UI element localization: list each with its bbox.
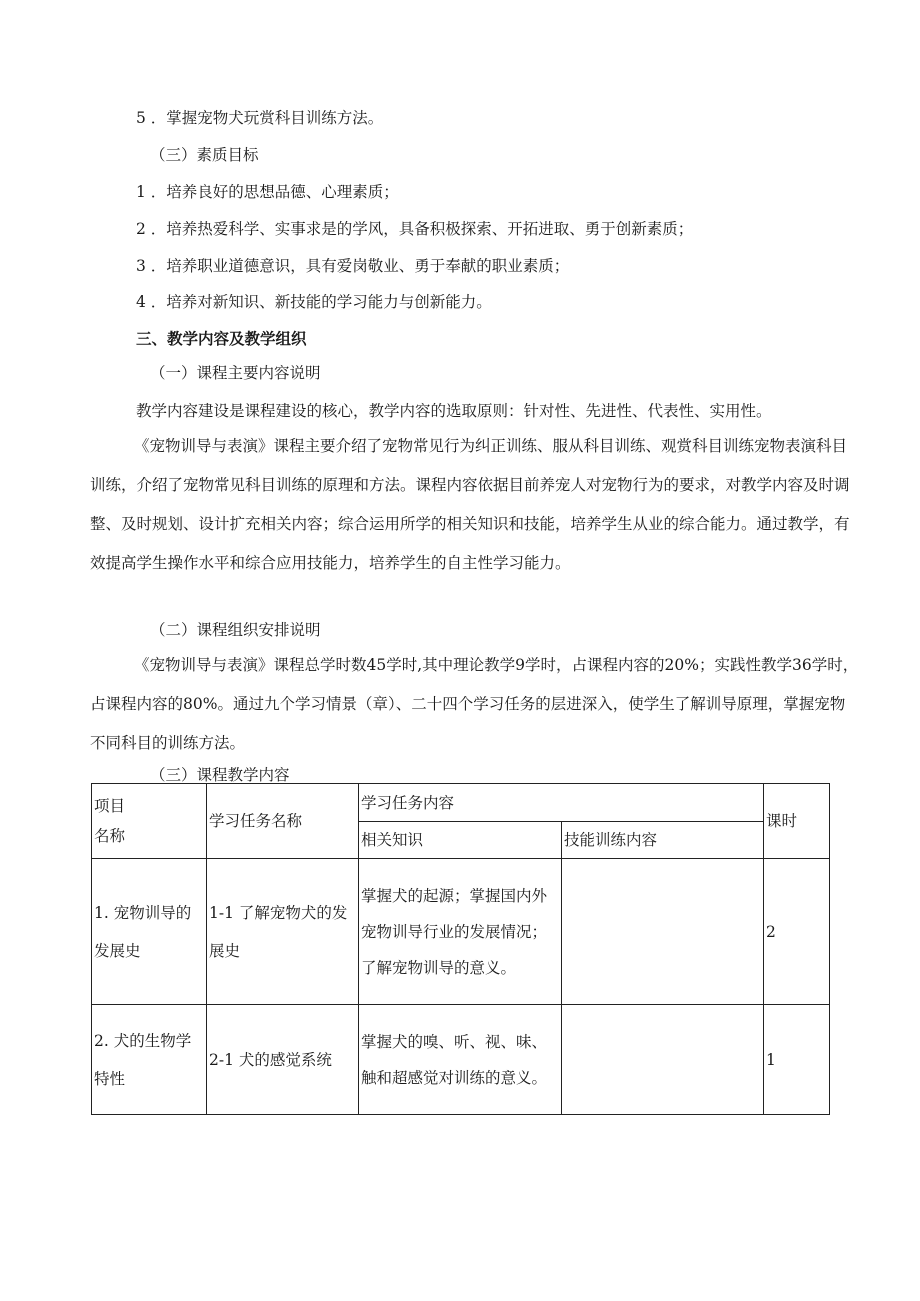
subsection-3-heading: （三）课程教学内容 (150, 766, 290, 784)
row-hours: 2 (764, 859, 830, 1005)
subsection-1-paragraph-1: 教学内容建设是课程建设的核心，教学内容的选取原则：针对性、先进性、代表性、实用性。 (136, 402, 772, 420)
row-knowledge: 掌握犬的起源；掌握国内外宠物训导行业的发展情况；了解宠物训导的意义。 (359, 859, 562, 1005)
header-task-name: 学习任务名称 (207, 784, 359, 859)
section-heading: 三、教学内容及教学组织 (136, 330, 307, 348)
header-related-knowledge: 相关知识 (359, 822, 562, 859)
goal-item-5: 5 ．掌握宠物犬玩赏科目训练方法。 (136, 109, 384, 127)
table-row (92, 859, 830, 1005)
quality-goal-1: 1 ．培养良好的思想品德、心理素质； (136, 183, 399, 201)
row-skill (562, 859, 764, 1005)
header-skill-training: 技能训练内容 (562, 822, 764, 859)
quality-goal-2: 2 ．培养热爱科学、实事求是的学风，具备积极探索、开拓进取、勇于创新素质； (136, 220, 694, 238)
subsection-1-paragraph-2: 《宠物训导与表演》课程主要介绍了宠物常见行为纠正训练、服从科目训练、观赏科目训练宠物表演科目训练，介绍了宠物常见科目训练的原理和方法。课程内容依据目前养宠人对宠物行为的要求，对教学内容及时调整、及时规划、设计扩充相关内容；综合运用所学的相关知识和技能，培养学生从业的综合能力。通过教学，有效提高学生操作水平和综合应用技能力，培养学生的自主性学习能力。 (90, 437, 850, 572)
row-knowledge: 掌握犬的嗅、听、视、味、触和超感觉对训练的意义。 (359, 1005, 562, 1115)
course-content-table (91, 783, 830, 1115)
row-task: 1-1 了解宠物犬的发展史 (207, 859, 359, 1005)
header-project-name: 项目 名称 (92, 784, 207, 859)
header-hours: 课时 (764, 784, 830, 859)
subsection-2-heading: （二）课程组织安排说明 (150, 621, 321, 639)
row-task: 2-1 犬的感觉系统 (207, 1005, 359, 1115)
subsection-2-paragraph: 《宠物训导与表演》课程总学时数45学时,其中理论教学9学时，占课程内容的20%；实践性教学36学时，占课程内容的80%。通过九个学习情景（章）、二十四个学习任务的层进深入，使学生了解训导原理，掌握宠物不同科目的训练方法。 (90, 656, 859, 752)
subsection-1-heading: （一）课程主要内容说明 (150, 364, 321, 382)
header-task-content: 学习任务内容 (359, 784, 764, 822)
quality-goals-heading: （三）素质目标 (150, 146, 259, 164)
table-header-row (92, 784, 830, 822)
table-row (92, 1005, 830, 1115)
row-project: 1. 宠物训导的发展史 (92, 859, 207, 1005)
row-project: 2. 犬的生物学特性 (92, 1005, 207, 1115)
row-skill (562, 1005, 764, 1115)
row-hours: 1 (764, 1005, 830, 1115)
quality-goal-3: 3 ．培养职业道德意识，具有爱岗敬业、勇于奉献的职业素质； (136, 257, 570, 275)
quality-goal-4: 4 ．培养对新知识、新技能的学习能力与创新能力。 (136, 293, 492, 311)
